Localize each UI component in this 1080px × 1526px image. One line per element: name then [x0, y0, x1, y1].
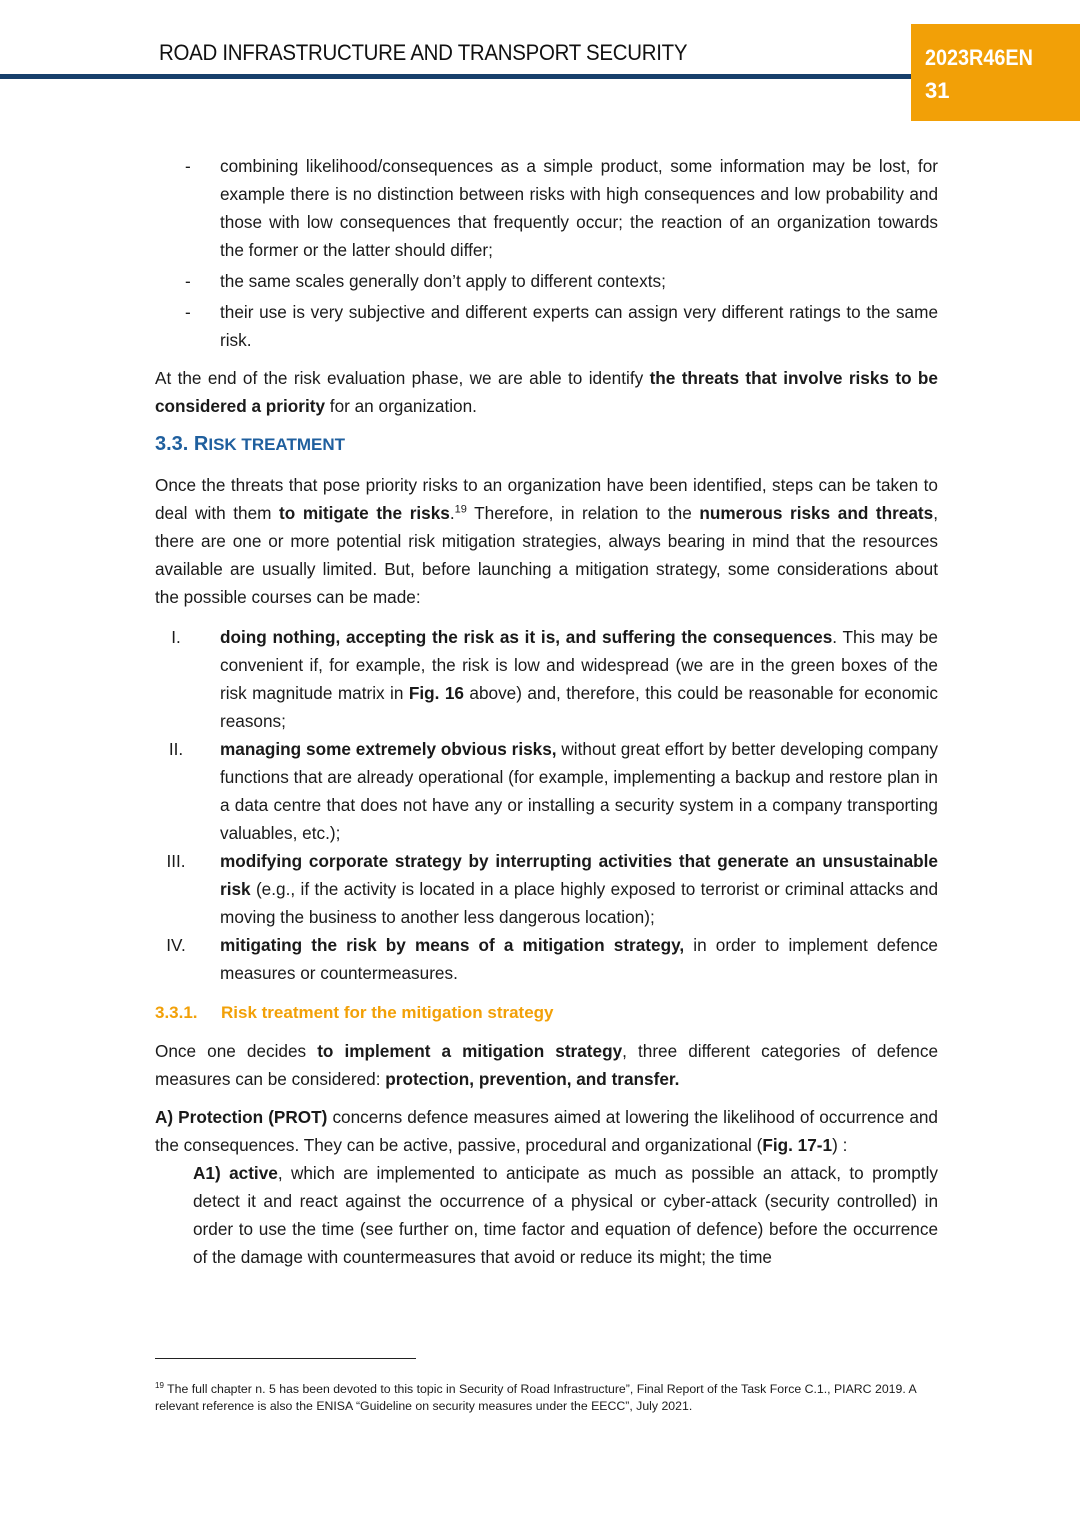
section-title	[194, 433, 345, 455]
bold-text: Fig. 16	[408, 683, 464, 703]
text-run: combining likelihood/consequences as a simple product, some information may be lost, for example there is no distinction between risks with high consequences and low probability and those with low consequences that frequently occur; the reaction of an organization towards the former or the latter should differ;	[220, 156, 938, 260]
text-run: , which are implemented to anticipate as much as possible an attack, to promptly detect it and react against the occurrence of a physical or cyber-attack (security controlled) in order to use the time (see further on, time factor and equation of defence) before the occurrence of the damage with countermeasures that avoid or reduce its might; the time	[193, 1163, 938, 1267]
list-marker: III.	[166, 851, 186, 871]
bold-text: numerous risks and threats	[699, 503, 934, 523]
text-run: for an organization.	[325, 396, 477, 416]
section-number: 3.3.	[155, 433, 189, 455]
footnote-reference: 19	[155, 1380, 164, 1390]
text-run: , there are one or more potential risk mitigation strategies, always bearing in mind that the resources available are usually limited. But, before launching a mitigation strategy, some considerations about the possible courses can be made:	[155, 503, 938, 607]
text-run: ) :	[832, 1135, 848, 1155]
bullet-marker: -	[185, 156, 191, 176]
section-title-rest: ISK TREATMENT	[208, 435, 345, 454]
text-run: without great effort by better developing company functions that are already operational (for example, implementing a backup and restore plan in a data centre that does not have any or installing a security system in a company transporting valuables, etc.);	[220, 739, 938, 843]
paragraph	[155, 364, 938, 420]
bullet-marker: -	[185, 302, 191, 322]
list-item	[155, 735, 938, 847]
list-marker: I.	[171, 627, 181, 647]
list-item	[155, 931, 938, 987]
bold-text: to mitigate the risks	[279, 503, 450, 523]
bold-text: Fig. 17-1	[762, 1135, 833, 1155]
page-number: 31	[925, 78, 950, 103]
header-badge	[911, 24, 1080, 121]
document-code: 2023R46EN	[925, 45, 1033, 70]
bold-text: managing some extremely obvious risks,	[220, 739, 557, 759]
footnote	[155, 1381, 938, 1415]
text-run: their use is very subjective and different experts can assign very different ratings to the same risk.	[220, 302, 938, 350]
bold-text: mitigating the risk by means of a mitigation strategy,	[220, 935, 685, 955]
text-run: concerns defence measures aimed at lowering the likelihood of occurrence and the consequences. They can be active, passive, procedural and organizational (	[155, 1107, 938, 1155]
list-item	[155, 152, 938, 264]
list-item	[155, 847, 938, 931]
text-run: Once one decides	[155, 1041, 318, 1061]
paragraph-indented	[155, 1159, 938, 1271]
text-run: , three different categories of defence measures can be considered:	[155, 1041, 938, 1089]
text-run: (e.g., if the activity is located in a place highly exposed to terrorist or criminal attacks and moving the business to another less dangerous location);	[220, 879, 938, 927]
bold-text: doing nothing, accepting the risk as it is, and suffering the consequences	[220, 627, 833, 647]
list-marker: IV.	[166, 935, 186, 955]
page-body	[155, 152, 938, 1271]
text-run: Once the threats that pose priority risks to an organization have been identified, steps can be taken to deal with them	[155, 475, 938, 523]
paragraph	[155, 1103, 938, 1159]
paragraph	[155, 1037, 938, 1093]
footnote-reference: 19	[454, 503, 467, 516]
list-item	[155, 623, 938, 735]
text-run: Therefore, in relation to the	[466, 503, 700, 523]
text-run: . This may be convenient if, for example, the risk is low and widespread (we are in the green boxes of the risk magnitude matrix in	[220, 627, 938, 703]
text-run: in order to implement defence measures or countermeasures.	[220, 935, 938, 983]
bullet-marker: -	[185, 271, 191, 291]
bold-text: A1) active	[193, 1163, 278, 1183]
subsection-heading	[155, 999, 938, 1027]
subsection-number: 3.3.1.	[155, 1003, 198, 1022]
bullet-list	[155, 152, 938, 354]
roman-list	[155, 623, 938, 987]
section-heading	[155, 430, 938, 459]
text-run: At the end of the risk evaluation phase, we are able to identify	[155, 368, 650, 388]
footnote-separator	[155, 1358, 416, 1359]
subsection-title: Risk treatment for the mitigation strategy	[221, 1003, 554, 1022]
text-run: above) and, therefore, this could be reasonable for economic reasons;	[220, 683, 938, 731]
bold-text: A) Protection (PROT)	[155, 1107, 328, 1127]
section-title-initial: R	[193, 433, 209, 455]
list-item	[155, 298, 938, 354]
text-run: The full chapter n. 5 has been devoted to this topic in Security of Road Infrastructure”, Final Report of the Task Force C.1., PIARC 2019. A relevant reference is also the ENISA “Guideline on security measures under the EECC”, July 2021.	[155, 1382, 917, 1413]
list-item	[155, 267, 938, 295]
bold-text: modifying corporate strategy by interrupting activities that generate an unsustainable risk	[220, 851, 938, 899]
running-title: ROAD INFRASTRUCTURE AND TRANSPORT SECURITY	[159, 40, 688, 65]
list-marker: II.	[168, 739, 184, 759]
paragraph	[155, 471, 938, 611]
text-run: the same scales generally don’t apply to different contexts;	[220, 271, 666, 291]
text-run: .	[449, 503, 455, 523]
bold-text: the threats that involve risks to be considered a priority	[155, 368, 938, 416]
bold-text: to implement a mitigation strategy	[317, 1041, 623, 1061]
bold-text: protection, prevention, and transfer.	[385, 1069, 680, 1089]
